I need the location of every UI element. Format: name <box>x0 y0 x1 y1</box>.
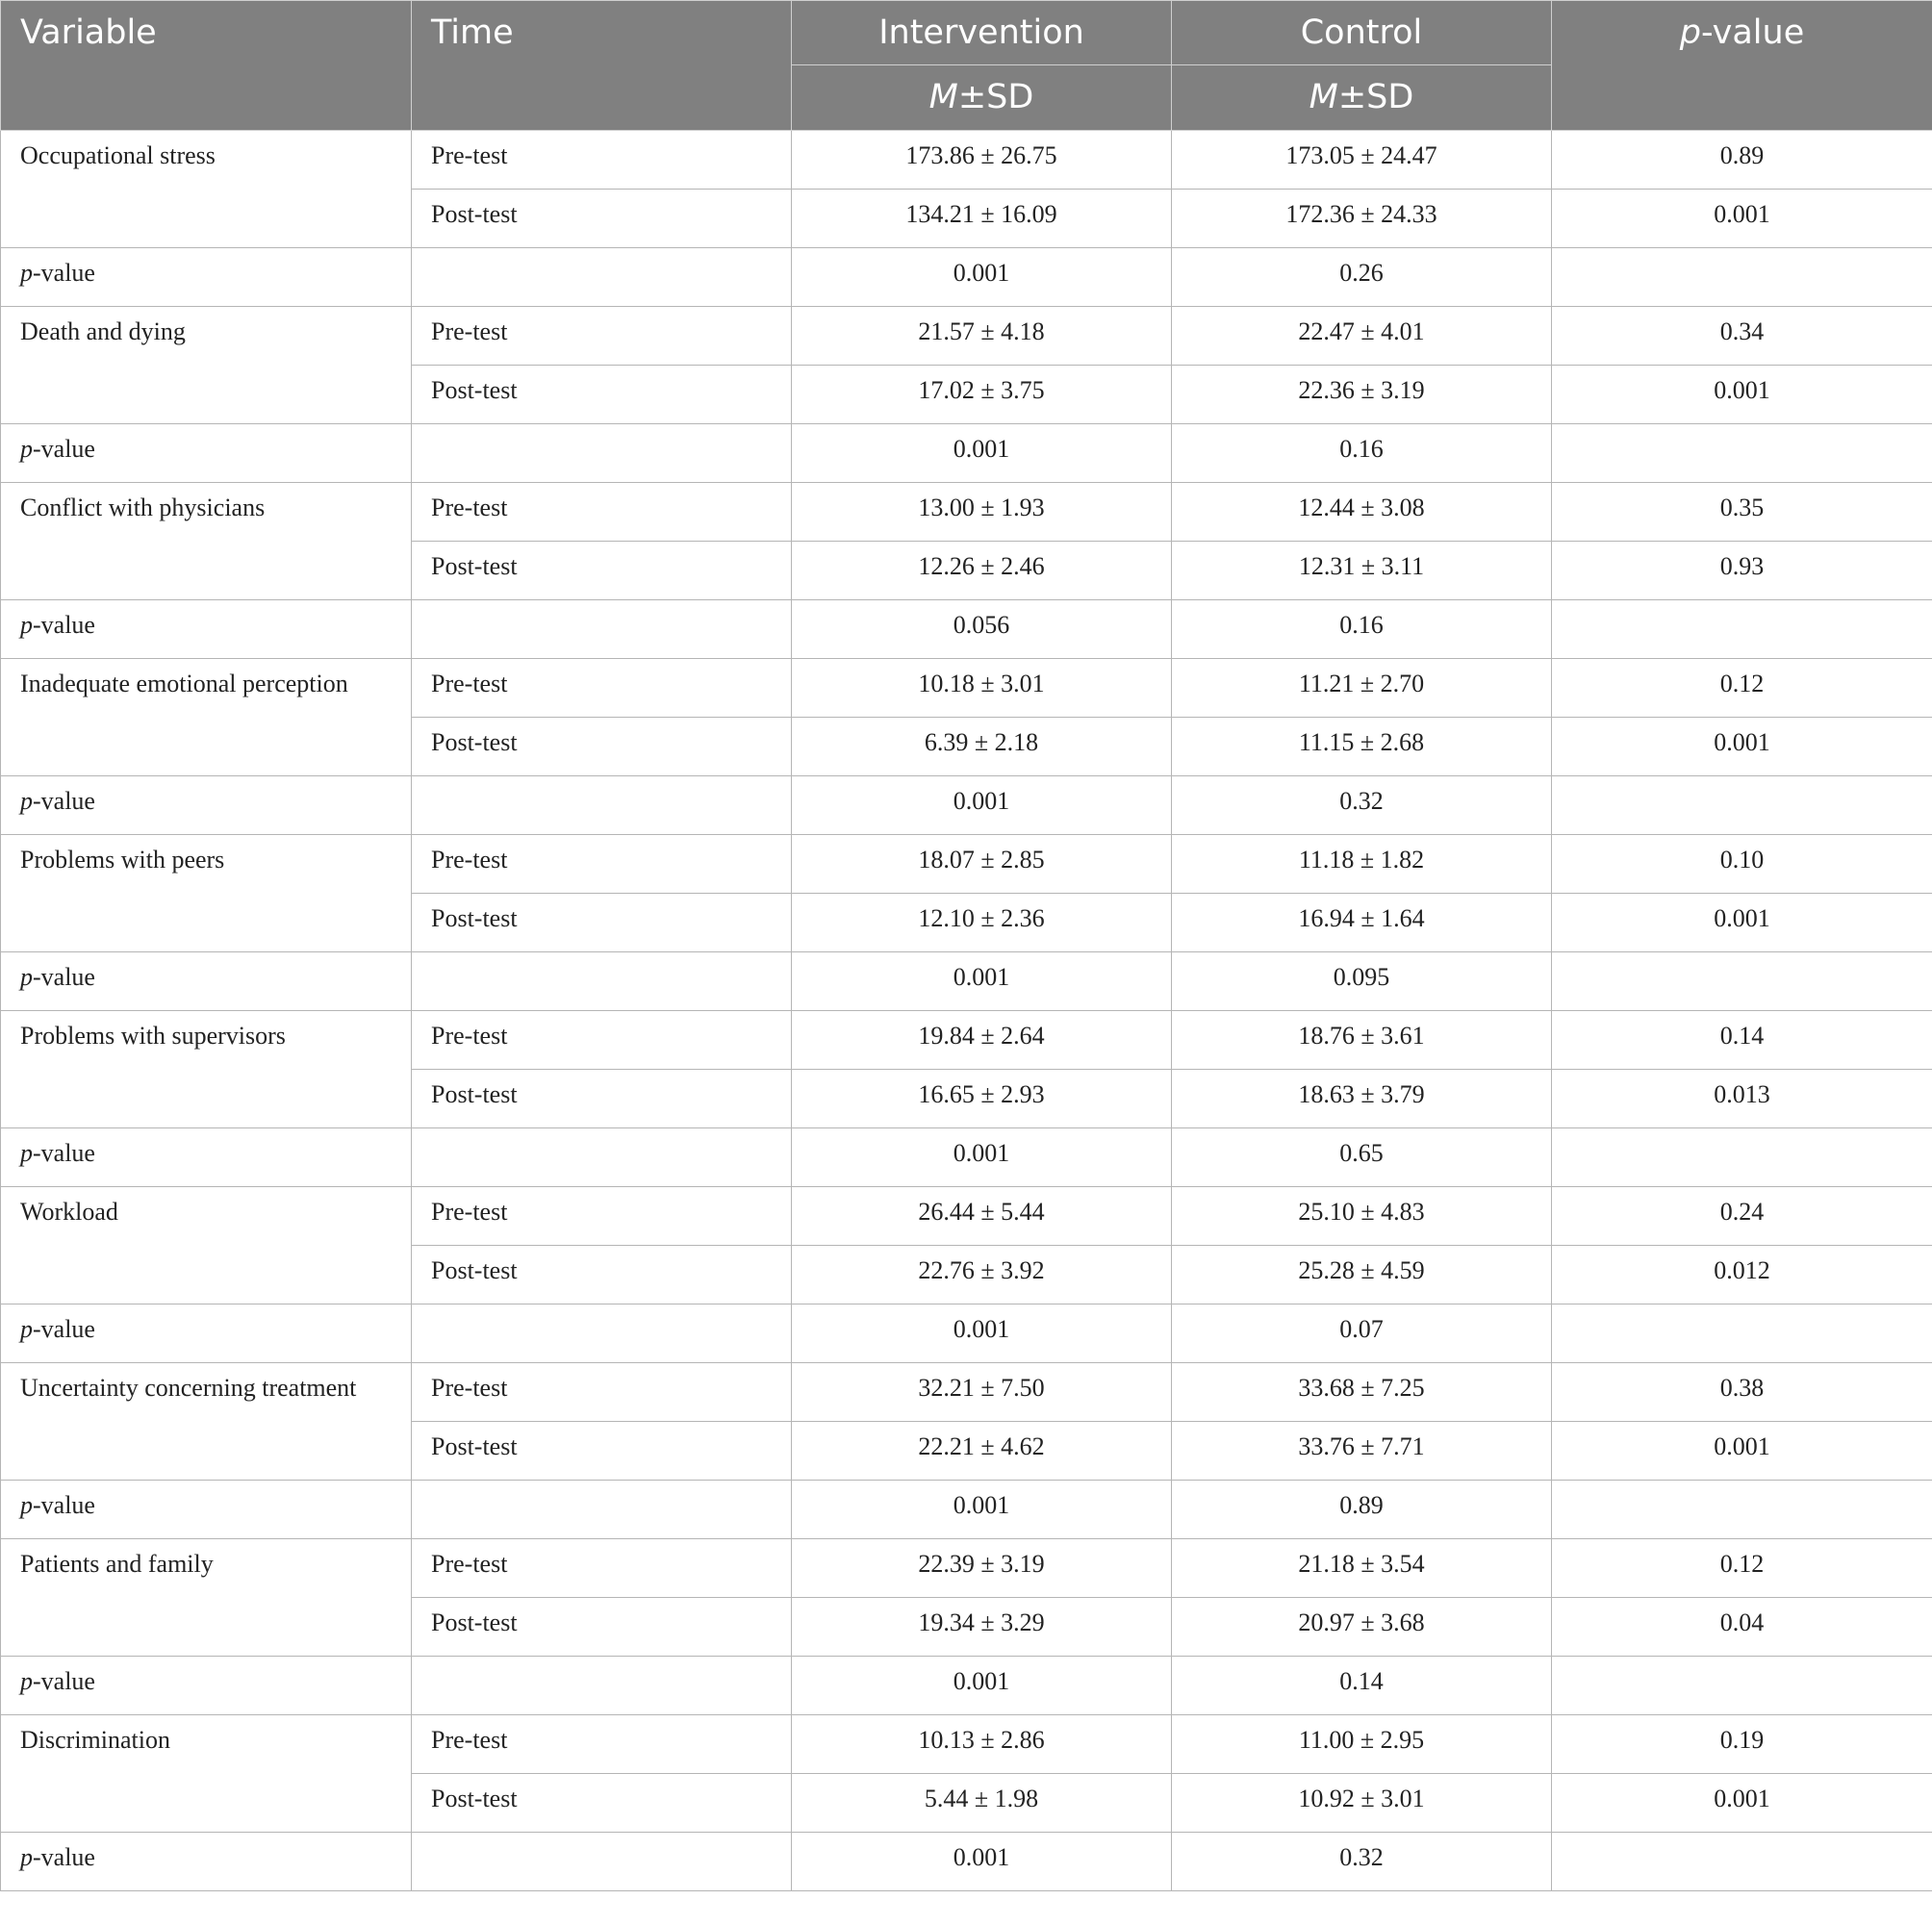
intervention-value: 21.57 ± 4.18 <box>792 307 1172 366</box>
table-row-p-value <box>1 1128 1932 1187</box>
table-row-pre <box>1 1363 1932 1422</box>
intervention-value: 6.39 ± 2.18 <box>792 718 1172 776</box>
intervention-value: 17.02 ± 3.75 <box>792 366 1172 424</box>
table-row-pre <box>1 835 1932 894</box>
empty-time-cell <box>412 424 792 483</box>
control-value: 25.10 ± 4.83 <box>1172 1187 1552 1246</box>
header-m: M <box>1309 78 1338 116</box>
header-time: Time <box>412 1 792 131</box>
table-body <box>1 131 1932 1891</box>
p-value: 0.001 <box>1552 894 1932 952</box>
header-intervention-stat <box>792 65 1172 131</box>
p-value: 0.12 <box>1552 1539 1932 1598</box>
time-label: Post-test <box>412 190 792 248</box>
p-value-label-rest: -value <box>33 963 95 991</box>
time-label: Pre-test <box>412 307 792 366</box>
time-label: Post-test <box>412 366 792 424</box>
control-value: 18.76 ± 3.61 <box>1172 1011 1552 1070</box>
time-label: Pre-test <box>412 483 792 542</box>
time-label: Post-test <box>412 542 792 600</box>
table-row-p-value <box>1 424 1932 483</box>
header-p-rest: -value <box>1700 13 1805 52</box>
intervention-p-value: 0.001 <box>792 952 1172 1011</box>
p-value: 0.24 <box>1552 1187 1932 1246</box>
control-value: 11.18 ± 1.82 <box>1172 835 1552 894</box>
p-value-label-rest: -value <box>33 259 95 287</box>
table-row-p-value <box>1 952 1932 1011</box>
p-value-row-label <box>1 1481 412 1539</box>
intervention-p-value: 0.001 <box>792 1657 1172 1715</box>
control-value: 25.28 ± 4.59 <box>1172 1246 1552 1304</box>
variable-name: Inadequate emotional perception <box>1 659 412 776</box>
time-label: Post-test <box>412 1246 792 1304</box>
time-label: Post-test <box>412 1422 792 1481</box>
intervention-p-value: 0.001 <box>792 1128 1172 1187</box>
intervention-value: 12.10 ± 2.36 <box>792 894 1172 952</box>
p-value-row-label <box>1 1657 412 1715</box>
p-value-label-italic: p <box>20 1315 33 1343</box>
p-value-label-rest: -value <box>33 611 95 639</box>
p-value: 0.001 <box>1552 1422 1932 1481</box>
table-row-p-value <box>1 776 1932 835</box>
intervention-value: 32.21 ± 7.50 <box>792 1363 1172 1422</box>
intervention-p-value: 0.001 <box>792 1304 1172 1363</box>
table-row-p-value <box>1 1304 1932 1363</box>
empty-p-cell <box>1552 1833 1932 1891</box>
p-value-row-label <box>1 600 412 659</box>
header-p-value <box>1552 1 1932 131</box>
p-value-row-label <box>1 776 412 835</box>
p-value: 0.38 <box>1552 1363 1932 1422</box>
p-value-label-rest: -value <box>33 1667 95 1695</box>
empty-p-cell <box>1552 248 1932 307</box>
p-value-label-italic: p <box>20 963 33 991</box>
control-value: 21.18 ± 3.54 <box>1172 1539 1552 1598</box>
intervention-p-value: 0.001 <box>792 424 1172 483</box>
table-header <box>1 1 1932 131</box>
control-value: 12.31 ± 3.11 <box>1172 542 1552 600</box>
empty-p-cell <box>1552 1657 1932 1715</box>
p-value: 0.89 <box>1552 131 1932 190</box>
empty-time-cell <box>412 952 792 1011</box>
empty-time-cell <box>412 1657 792 1715</box>
p-value-label-italic: p <box>20 611 33 639</box>
p-value: 0.12 <box>1552 659 1932 718</box>
control-value: 12.44 ± 3.08 <box>1172 483 1552 542</box>
variable-name: Patients and family <box>1 1539 412 1657</box>
header-pm-sd: ±SD <box>1337 78 1414 116</box>
control-value: 18.63 ± 3.79 <box>1172 1070 1552 1128</box>
p-value-label-rest: -value <box>33 1139 95 1167</box>
p-value: 0.04 <box>1552 1598 1932 1657</box>
table-row-p-value <box>1 1481 1932 1539</box>
header-control-stat <box>1172 65 1552 131</box>
time-label: Post-test <box>412 718 792 776</box>
table-row-pre <box>1 1187 1932 1246</box>
empty-time-cell <box>412 1833 792 1891</box>
time-label: Post-test <box>412 1070 792 1128</box>
empty-time-cell <box>412 1128 792 1187</box>
variable-name: Conflict with physicians <box>1 483 412 600</box>
p-value: 0.34 <box>1552 307 1932 366</box>
control-p-value: 0.16 <box>1172 600 1552 659</box>
intervention-value: 18.07 ± 2.85 <box>792 835 1172 894</box>
time-label: Pre-test <box>412 1539 792 1598</box>
variable-name: Death and dying <box>1 307 412 424</box>
p-value: 0.35 <box>1552 483 1932 542</box>
control-value: 172.36 ± 24.33 <box>1172 190 1552 248</box>
intervention-value: 13.00 ± 1.93 <box>792 483 1172 542</box>
p-value-row-label <box>1 424 412 483</box>
control-value: 11.15 ± 2.68 <box>1172 718 1552 776</box>
control-p-value: 0.65 <box>1172 1128 1552 1187</box>
p-value-row-label <box>1 1304 412 1363</box>
p-value-label-italic: p <box>20 259 33 287</box>
control-p-value: 0.89 <box>1172 1481 1552 1539</box>
intervention-p-value: 0.001 <box>792 1833 1172 1891</box>
p-value-label-italic: p <box>20 1667 33 1695</box>
empty-p-cell <box>1552 424 1932 483</box>
intervention-p-value: 0.001 <box>792 248 1172 307</box>
time-label: Post-test <box>412 1774 792 1833</box>
p-value-label-rest: -value <box>33 787 95 815</box>
table-row-p-value <box>1 1833 1932 1891</box>
empty-time-cell <box>412 600 792 659</box>
time-label: Pre-test <box>412 1715 792 1774</box>
time-label: Pre-test <box>412 1187 792 1246</box>
control-p-value: 0.095 <box>1172 952 1552 1011</box>
control-value: 173.05 ± 24.47 <box>1172 131 1552 190</box>
variable-name: Problems with supervisors <box>1 1011 412 1128</box>
empty-p-cell <box>1552 952 1932 1011</box>
time-label: Post-test <box>412 894 792 952</box>
control-p-value: 0.14 <box>1172 1657 1552 1715</box>
header-variable: Variable <box>1 1 412 131</box>
time-label: Pre-test <box>412 1011 792 1070</box>
intervention-p-value: 0.001 <box>792 776 1172 835</box>
control-value: 22.47 ± 4.01 <box>1172 307 1552 366</box>
empty-p-cell <box>1552 600 1932 659</box>
p-value-label-italic: p <box>20 787 33 815</box>
control-p-value: 0.26 <box>1172 248 1552 307</box>
header-pm-sd: ±SD <box>957 78 1034 116</box>
p-value-label-rest: -value <box>33 435 95 463</box>
control-p-value: 0.32 <box>1172 1833 1552 1891</box>
table-row-pre <box>1 483 1932 542</box>
intervention-p-value: 0.001 <box>792 1481 1172 1539</box>
time-label: Pre-test <box>412 835 792 894</box>
control-value: 33.76 ± 7.71 <box>1172 1422 1552 1481</box>
intervention-value: 173.86 ± 26.75 <box>792 131 1172 190</box>
header-p-italic: p <box>1679 13 1701 52</box>
empty-time-cell <box>412 248 792 307</box>
table-row-pre <box>1 1539 1932 1598</box>
p-value-label-italic: p <box>20 1843 33 1871</box>
variable-name: Problems with peers <box>1 835 412 952</box>
table-row-pre <box>1 131 1932 190</box>
p-value: 0.93 <box>1552 542 1932 600</box>
intervention-value: 19.84 ± 2.64 <box>792 1011 1172 1070</box>
time-label: Pre-test <box>412 659 792 718</box>
time-label: Pre-test <box>412 1363 792 1422</box>
variable-name: Discrimination <box>1 1715 412 1833</box>
p-value-row-label <box>1 1128 412 1187</box>
p-value-label-italic: p <box>20 1491 33 1519</box>
intervention-p-value: 0.056 <box>792 600 1172 659</box>
control-value: 10.92 ± 3.01 <box>1172 1774 1552 1833</box>
p-value: 0.19 <box>1552 1715 1932 1774</box>
control-value: 20.97 ± 3.68 <box>1172 1598 1552 1657</box>
time-label: Pre-test <box>412 131 792 190</box>
control-p-value: 0.07 <box>1172 1304 1552 1363</box>
table-row-pre <box>1 307 1932 366</box>
table-row-p-value <box>1 600 1932 659</box>
intervention-value: 12.26 ± 2.46 <box>792 542 1172 600</box>
p-value-label-rest: -value <box>33 1491 95 1519</box>
header-intervention: Intervention <box>792 1 1172 65</box>
table-row-p-value <box>1 1657 1932 1715</box>
header-m: M <box>928 78 958 116</box>
table-row-pre <box>1 1011 1932 1070</box>
intervention-value: 26.44 ± 5.44 <box>792 1187 1172 1246</box>
p-value-label-italic: p <box>20 1139 33 1167</box>
empty-p-cell <box>1552 1304 1932 1363</box>
variable-name: Uncertainty concerning treatment <box>1 1363 412 1481</box>
intervention-value: 5.44 ± 1.98 <box>792 1774 1172 1833</box>
empty-p-cell <box>1552 1481 1932 1539</box>
p-value-label-italic: p <box>20 435 33 463</box>
p-value: 0.001 <box>1552 366 1932 424</box>
p-value-label-rest: -value <box>33 1843 95 1871</box>
control-value: 11.21 ± 2.70 <box>1172 659 1552 718</box>
control-value: 33.68 ± 7.25 <box>1172 1363 1552 1422</box>
p-value-row-label <box>1 952 412 1011</box>
p-value: 0.012 <box>1552 1246 1932 1304</box>
table-row-p-value <box>1 248 1932 307</box>
p-value: 0.10 <box>1552 835 1932 894</box>
p-value: 0.001 <box>1552 718 1932 776</box>
table-row-pre <box>1 1715 1932 1774</box>
empty-time-cell <box>412 776 792 835</box>
intervention-value: 22.39 ± 3.19 <box>792 1539 1172 1598</box>
empty-time-cell <box>412 1304 792 1363</box>
p-value-row-label <box>1 1833 412 1891</box>
variable-name: Workload <box>1 1187 412 1304</box>
empty-p-cell <box>1552 1128 1932 1187</box>
p-value-label-rest: -value <box>33 1315 95 1343</box>
control-value: 22.36 ± 3.19 <box>1172 366 1552 424</box>
p-value: 0.013 <box>1552 1070 1932 1128</box>
control-p-value: 0.16 <box>1172 424 1552 483</box>
p-value: 0.001 <box>1552 1774 1932 1833</box>
table-row-pre <box>1 659 1932 718</box>
intervention-value: 10.13 ± 2.86 <box>792 1715 1172 1774</box>
time-label: Post-test <box>412 1598 792 1657</box>
control-p-value: 0.32 <box>1172 776 1552 835</box>
empty-p-cell <box>1552 776 1932 835</box>
intervention-value: 134.21 ± 16.09 <box>792 190 1172 248</box>
p-value-row-label <box>1 248 412 307</box>
intervention-value: 16.65 ± 2.93 <box>792 1070 1172 1128</box>
intervention-value: 22.76 ± 3.92 <box>792 1246 1172 1304</box>
intervention-value: 19.34 ± 3.29 <box>792 1598 1172 1657</box>
control-value: 11.00 ± 2.95 <box>1172 1715 1552 1774</box>
intervention-value: 10.18 ± 3.01 <box>792 659 1172 718</box>
p-value: 0.001 <box>1552 190 1932 248</box>
p-value: 0.14 <box>1552 1011 1932 1070</box>
header-control: Control <box>1172 1 1552 65</box>
intervention-value: 22.21 ± 4.62 <box>792 1422 1172 1481</box>
control-value: 16.94 ± 1.64 <box>1172 894 1552 952</box>
variable-name: Occupational stress <box>1 131 412 248</box>
empty-time-cell <box>412 1481 792 1539</box>
